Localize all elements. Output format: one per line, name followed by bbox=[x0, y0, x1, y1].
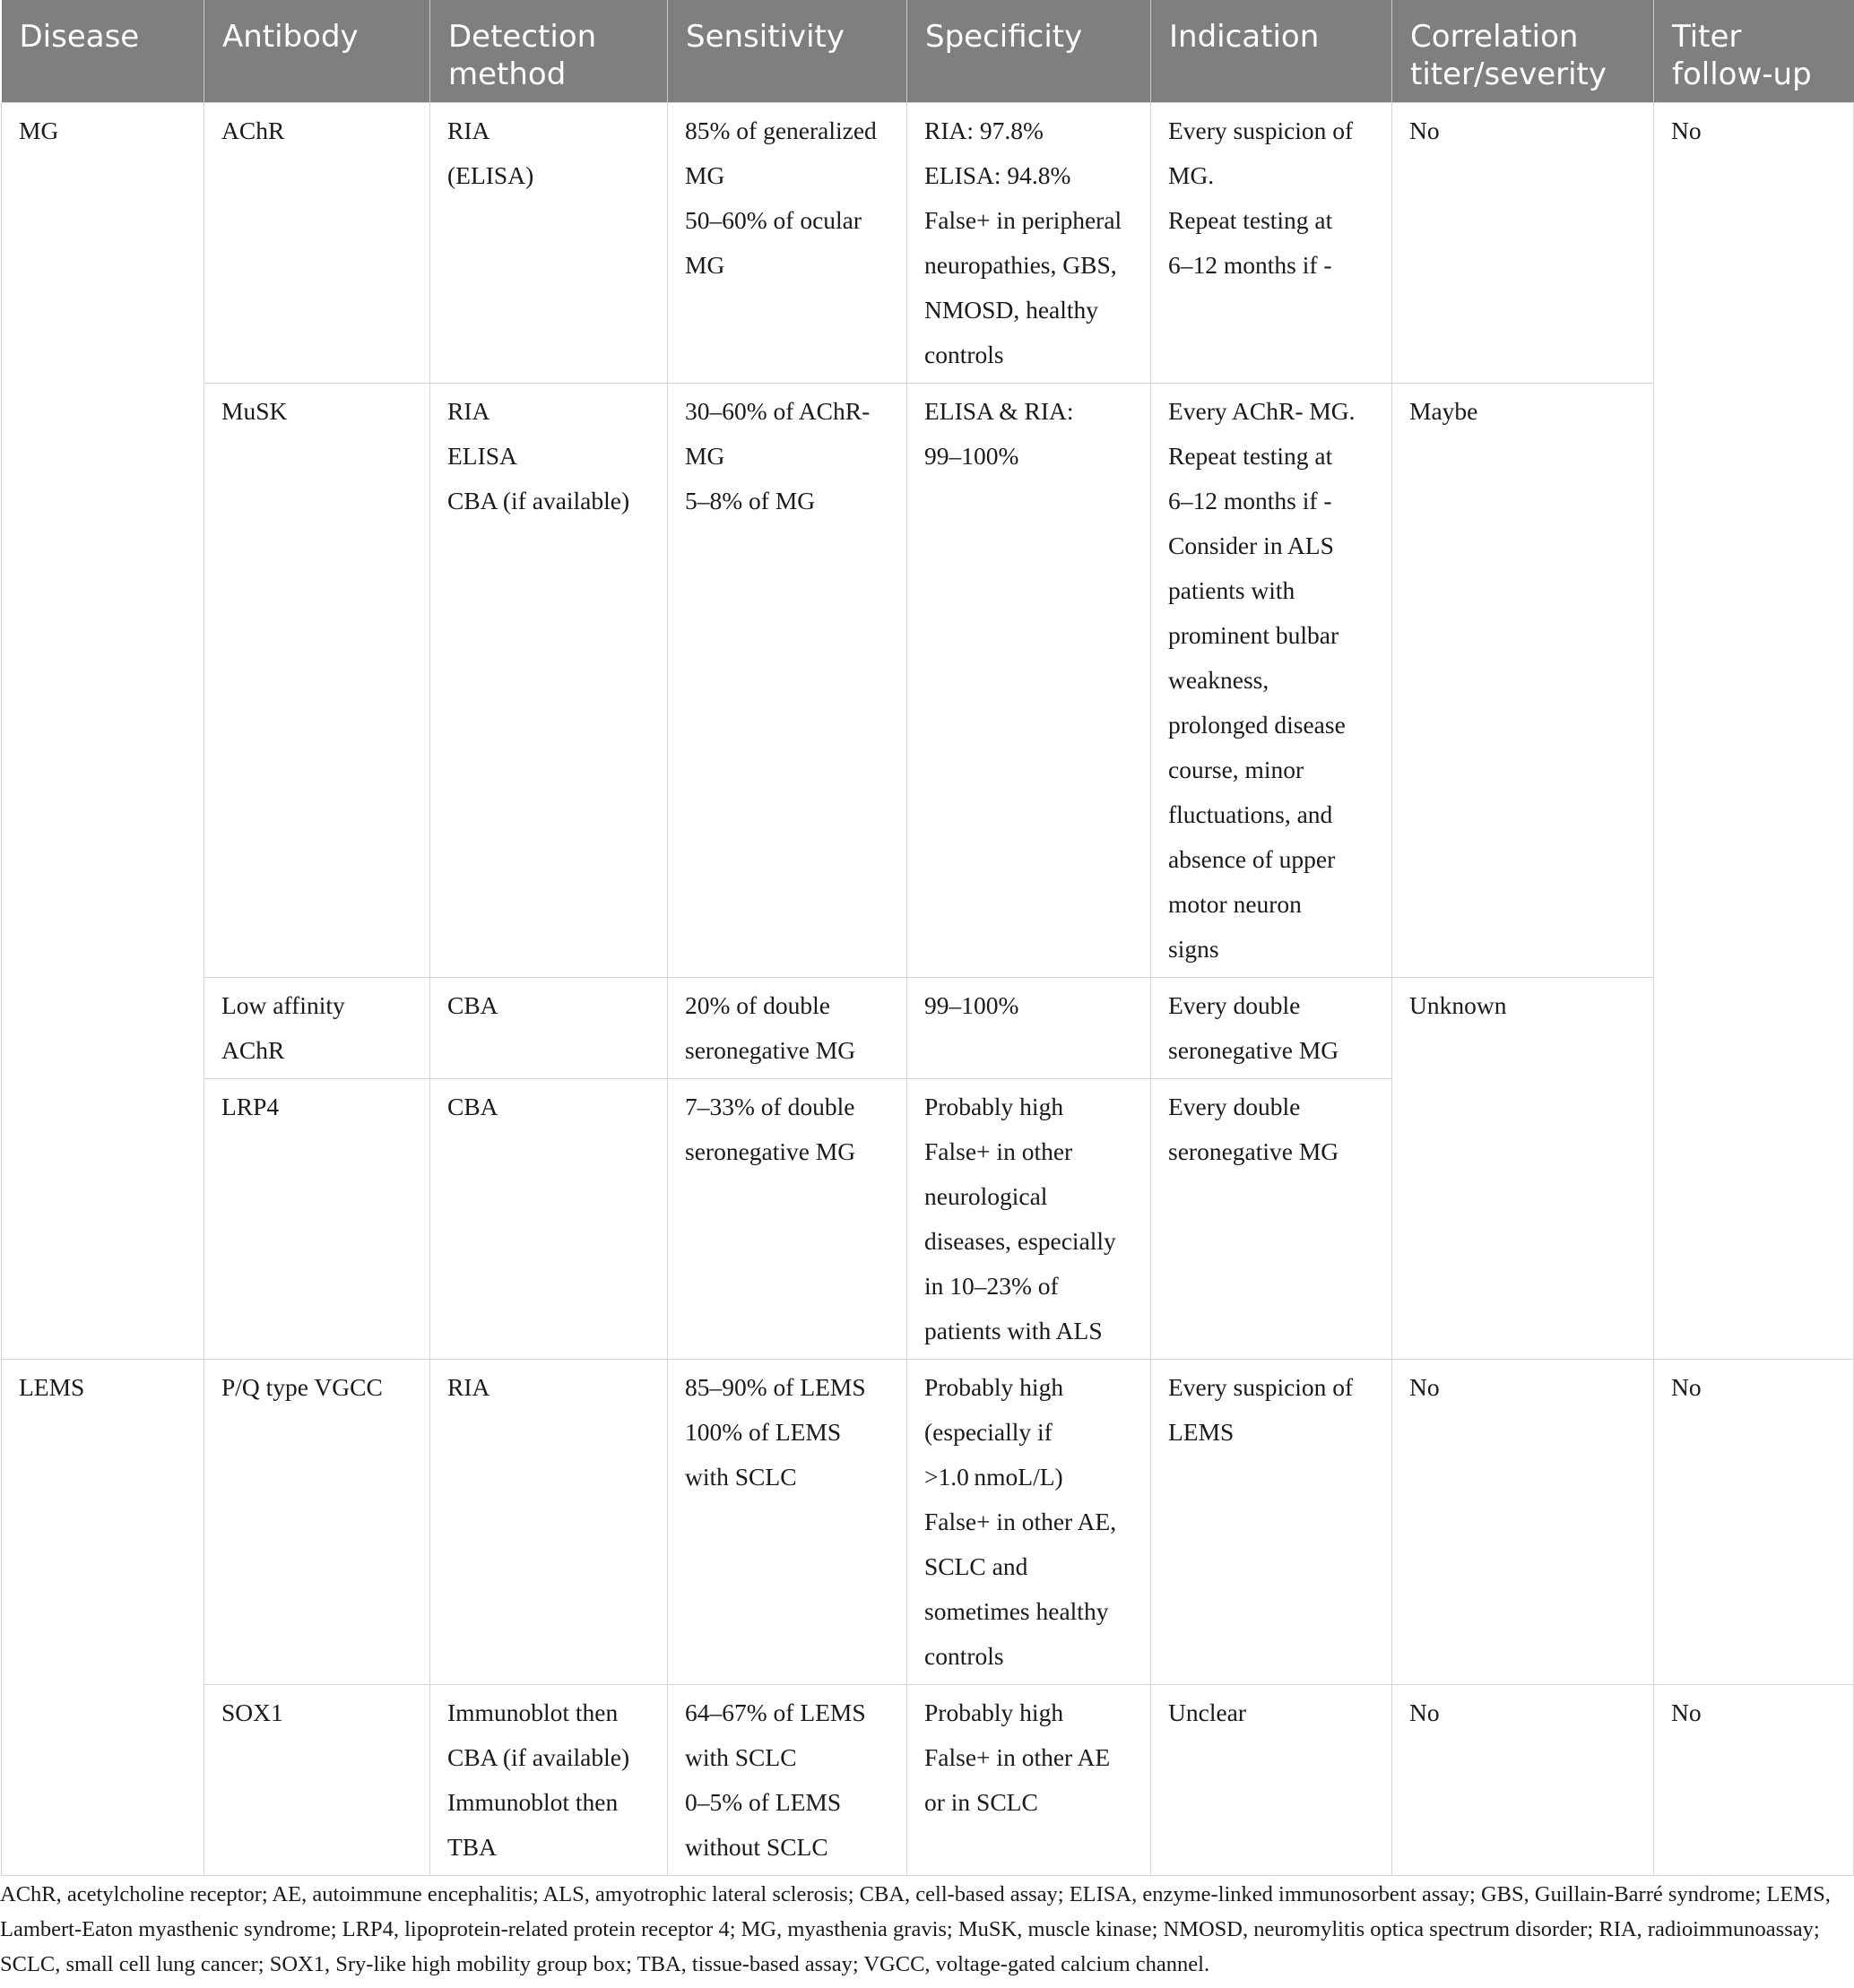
column-header-line: Sensitivity bbox=[686, 19, 845, 55]
cell-line: TBA bbox=[447, 1833, 497, 1861]
cell-line: NMOSD, healthy bbox=[924, 296, 1099, 324]
cell-line: Immunoblot then bbox=[447, 1698, 619, 1726]
cell-line: prominent bulbar bbox=[1168, 621, 1339, 649]
column-header-line: Specificity bbox=[925, 19, 1083, 55]
table-cell bbox=[1392, 1685, 1654, 1876]
column-header bbox=[2, 0, 204, 103]
cell-line: LEMS bbox=[1168, 1418, 1235, 1446]
column-header bbox=[1392, 0, 1654, 103]
cell-line: CBA bbox=[447, 1093, 498, 1120]
table-cell bbox=[204, 978, 430, 1079]
column-header bbox=[204, 0, 430, 103]
table-cell bbox=[1151, 384, 1392, 978]
column-header-line: titer/severity bbox=[1410, 56, 1607, 92]
cell-line: without SCLC bbox=[685, 1833, 828, 1861]
cell-line: RIA: 97.8% bbox=[924, 117, 1044, 144]
cell-line: Every AChR- MG. bbox=[1168, 397, 1356, 425]
cell-line: controls bbox=[924, 1642, 1004, 1670]
cell-line: 6–12 months if - bbox=[1168, 251, 1332, 279]
table-cell bbox=[907, 103, 1151, 384]
column-header-line: Detection bbox=[448, 19, 597, 55]
cell-line: AChR bbox=[221, 1036, 285, 1064]
table-cell bbox=[668, 1079, 907, 1360]
cell-line: 30–60% of AChR- bbox=[685, 397, 871, 425]
cell-line: P/Q type VGCC bbox=[221, 1373, 383, 1401]
cell-line: weakness, bbox=[1168, 666, 1269, 694]
cell-line: No bbox=[1409, 1373, 1440, 1401]
table-cell bbox=[1392, 384, 1654, 978]
table-cell bbox=[1392, 103, 1654, 384]
table-cell bbox=[1654, 1685, 1854, 1876]
cell-line: seronegative MG bbox=[1168, 1137, 1339, 1165]
table-cell bbox=[668, 1360, 907, 1685]
cell-line: 85–90% of LEMS bbox=[685, 1373, 866, 1401]
antibody-table bbox=[1, 0, 1854, 1876]
cell-line: seronegative MG bbox=[685, 1137, 856, 1165]
table-cell bbox=[668, 978, 907, 1079]
column-header bbox=[430, 0, 668, 103]
cell-line: seronegative MG bbox=[685, 1036, 856, 1064]
cell-line: CBA (if available) bbox=[447, 1743, 630, 1771]
cell-line: seronegative MG bbox=[1168, 1036, 1339, 1064]
cell-line: Probably high bbox=[924, 1698, 1064, 1726]
header-row bbox=[2, 0, 1854, 103]
cell-line: ELISA: 94.8% bbox=[924, 161, 1071, 189]
cell-line: (especially if bbox=[924, 1418, 1053, 1446]
column-header bbox=[1654, 0, 1854, 103]
table-cell bbox=[204, 103, 430, 384]
table-header bbox=[2, 0, 1854, 103]
cell-line: 0–5% of LEMS bbox=[685, 1788, 842, 1816]
cell-line: 5–8% of MG bbox=[685, 487, 816, 514]
table-cell bbox=[907, 1079, 1151, 1360]
cell-line: RIA bbox=[447, 1373, 490, 1401]
cell-line: Unclear bbox=[1168, 1698, 1247, 1726]
cell-line: Every double bbox=[1168, 1093, 1301, 1120]
cell-line: LEMS bbox=[19, 1373, 85, 1401]
cell-line: ELISA bbox=[447, 442, 517, 470]
cell-line: CBA (if available) bbox=[447, 487, 630, 514]
cell-line: False+ in other AE, bbox=[924, 1508, 1117, 1535]
cell-line: SCLC and bbox=[924, 1552, 1028, 1580]
table-cell bbox=[907, 1360, 1151, 1685]
column-header bbox=[907, 0, 1151, 103]
cell-line: motor neuron bbox=[1168, 890, 1302, 918]
cell-line: 50–60% of ocular bbox=[685, 206, 862, 234]
cell-line: MG bbox=[685, 161, 725, 189]
table-cell bbox=[430, 103, 668, 384]
table-cell bbox=[1151, 1079, 1392, 1360]
cell-line: 100% of LEMS bbox=[685, 1418, 842, 1446]
table-cell bbox=[1151, 978, 1392, 1079]
table-cell bbox=[430, 1685, 668, 1876]
cell-line: Probably high bbox=[924, 1373, 1064, 1401]
table-cell bbox=[1654, 103, 1854, 1360]
cell-line: No bbox=[1409, 1698, 1440, 1726]
cell-line: RIA bbox=[447, 117, 490, 144]
cell-line: prolonged disease bbox=[1168, 711, 1346, 739]
table-cell bbox=[430, 1079, 668, 1360]
cell-line: No bbox=[1409, 117, 1440, 144]
cell-line: Probably high bbox=[924, 1093, 1064, 1120]
column-header-line: Correlation bbox=[1410, 19, 1579, 55]
cell-line: 64–67% of LEMS bbox=[685, 1698, 866, 1726]
table-row bbox=[2, 1685, 1854, 1876]
column-header bbox=[668, 0, 907, 103]
cell-line: diseases, especially bbox=[924, 1227, 1116, 1255]
cell-line: or in SCLC bbox=[924, 1788, 1038, 1816]
table-cell bbox=[668, 384, 907, 978]
table-cell bbox=[2, 1360, 204, 1876]
cell-line: MG bbox=[19, 117, 59, 144]
table-cell bbox=[2, 103, 204, 1360]
cell-line: No bbox=[1671, 1373, 1702, 1401]
cell-line: Low affinity bbox=[221, 991, 345, 1019]
cell-line: MG bbox=[685, 442, 725, 470]
cell-line: Immunoblot then bbox=[447, 1788, 619, 1816]
cell-line: sometimes healthy bbox=[924, 1597, 1109, 1625]
table-cell bbox=[668, 1685, 907, 1876]
table-row bbox=[2, 384, 1854, 978]
cell-line: 99–100% bbox=[924, 442, 1019, 470]
cell-line: with SCLC bbox=[685, 1463, 797, 1491]
cell-line: patients with ALS bbox=[924, 1317, 1103, 1344]
cell-line: 6–12 months if - bbox=[1168, 487, 1332, 514]
table-cell bbox=[204, 1079, 430, 1360]
table-cell bbox=[1392, 1360, 1654, 1685]
table-cell bbox=[204, 384, 430, 978]
cell-line: AChR bbox=[221, 117, 285, 144]
table-cell bbox=[907, 1685, 1151, 1876]
cell-line: False+ in other AE bbox=[924, 1743, 1111, 1771]
table-cell bbox=[430, 384, 668, 978]
cell-line: Maybe bbox=[1409, 397, 1478, 425]
cell-line: Every double bbox=[1168, 991, 1301, 1019]
table-cell bbox=[204, 1360, 430, 1685]
cell-line: Repeat testing at bbox=[1168, 206, 1333, 234]
table-row bbox=[2, 978, 1854, 1079]
column-header-line: Indication bbox=[1169, 19, 1320, 55]
cell-line: No bbox=[1671, 117, 1702, 144]
column-header-line: follow-up bbox=[1672, 56, 1812, 92]
cell-line: No bbox=[1671, 1698, 1702, 1726]
cell-line: Consider in ALS bbox=[1168, 532, 1334, 559]
cell-line: MuSK bbox=[221, 397, 288, 425]
cell-line: Unknown bbox=[1409, 991, 1507, 1019]
cell-line: signs bbox=[1168, 935, 1219, 963]
column-header-line: Titer bbox=[1672, 19, 1742, 55]
cell-line: False+ in peripheral bbox=[924, 206, 1122, 234]
column-header-line: method bbox=[448, 56, 567, 92]
table-cell bbox=[204, 1685, 430, 1876]
cell-line: CBA bbox=[447, 991, 498, 1019]
table-cell bbox=[1151, 103, 1392, 384]
table-row bbox=[2, 103, 1854, 384]
table-cell bbox=[1151, 1685, 1392, 1876]
table-cell bbox=[430, 1360, 668, 1685]
cell-line: in 10–23% of bbox=[924, 1272, 1059, 1300]
cell-line: 99–100% bbox=[924, 991, 1019, 1019]
cell-line: neurological bbox=[924, 1182, 1048, 1210]
cell-line: RIA bbox=[447, 397, 490, 425]
cell-line: neuropathies, GBS, bbox=[924, 251, 1117, 279]
cell-line: 20% of double bbox=[685, 991, 830, 1019]
cell-line: 85% of generalized bbox=[685, 117, 877, 144]
cell-line: (ELISA) bbox=[447, 161, 534, 189]
column-header bbox=[1151, 0, 1392, 103]
table-cell bbox=[907, 384, 1151, 978]
cell-line: Every suspicion of bbox=[1168, 117, 1354, 144]
cell-line: 7–33% of double bbox=[685, 1093, 855, 1120]
cell-line: >1.0 nmoL/L) bbox=[924, 1463, 1063, 1491]
cell-line: SOX1 bbox=[221, 1698, 283, 1726]
table-cell bbox=[907, 978, 1151, 1079]
column-header-line: Antibody bbox=[222, 19, 359, 55]
cell-line: controls bbox=[924, 341, 1004, 368]
cell-line: MG. bbox=[1168, 161, 1215, 189]
table-footnote: AChR, acetylcholine receptor; AE, autoimmune encephalitis; ALS, amyotrophic lateral sclerosis; CBA, cell-based assay; ELISA, enzyme-linked immunosorbent assay; GBS, Guillain-Barré syndrome; LEMS, Lambert-Eaton myasthenic syndrome; LRP4, lipoprotein-related protein receptor 4; MG, myasthenia gravis; MuSK, muscle kinase; NMOSD, neuromylitis optica spectrum disorder; RIA, radioimmunoassay; SCLC, small cell lung cancer; SOX1, Sry-like high mobility group box; TBA, tissue-based assay; VGCC, voltage-gated calcium channel. bbox=[0, 1882, 1831, 1976]
table-cell bbox=[668, 103, 907, 384]
cell-line: course, minor bbox=[1168, 756, 1304, 783]
table-row bbox=[2, 1360, 1854, 1685]
table-body bbox=[2, 103, 1854, 1876]
table-cell bbox=[1392, 978, 1654, 1360]
cell-line: fluctuations, and bbox=[1168, 800, 1333, 828]
cell-line: ELISA & RIA: bbox=[924, 397, 1074, 425]
column-header-line: Disease bbox=[19, 19, 140, 55]
cell-line: Repeat testing at bbox=[1168, 442, 1333, 470]
table-cell bbox=[1151, 1360, 1392, 1685]
cell-line: patients with bbox=[1168, 576, 1295, 604]
cell-line: Every suspicion of bbox=[1168, 1373, 1354, 1401]
cell-line: absence of upper bbox=[1168, 845, 1336, 873]
cell-line: LRP4 bbox=[221, 1093, 280, 1120]
table-cell bbox=[1654, 1360, 1854, 1685]
cell-line: False+ in other bbox=[924, 1137, 1073, 1165]
table-cell bbox=[430, 978, 668, 1079]
cell-line: with SCLC bbox=[685, 1743, 797, 1771]
cell-line: MG bbox=[685, 251, 725, 279]
